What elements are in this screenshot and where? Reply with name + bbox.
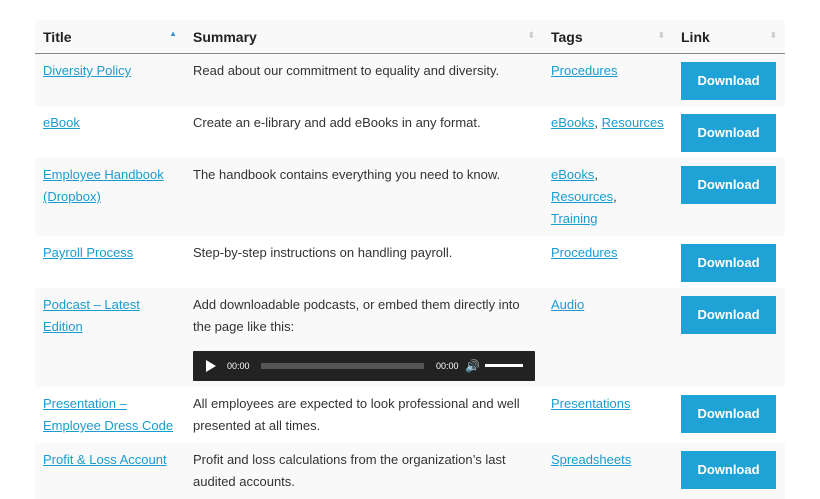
tag-link[interactable]: Resources [551,189,614,204]
tag-link[interactable]: eBooks [551,115,595,130]
volume-icon[interactable]: 🔊 [465,359,480,373]
document-title-link[interactable]: eBook [43,115,80,130]
tag-link[interactable]: Procedures [551,245,618,260]
tag-link[interactable]: Spreadsheets [551,452,632,467]
sort-asc-icon: ▲ [169,29,177,38]
current-time: 00:00 [227,361,250,371]
download-button[interactable]: Download [681,62,776,100]
table-row [35,236,785,288]
audio-player [193,351,535,381]
table-row [35,54,785,107]
tag-link[interactable]: Procedures [551,63,618,78]
download-button[interactable]: Download [681,395,776,433]
sort-icon: ⬍ [527,30,535,40]
document-title-link[interactable]: Diversity Policy [43,63,132,78]
download-button[interactable]: Download [681,296,776,334]
column-header-summary[interactable]: Summary ⬍ [185,20,543,54]
column-header-title[interactable]: Title ▲ [35,20,185,54]
table-row [35,443,785,499]
document-title-link[interactable]: Employee Handbook (Dropbox) [43,167,164,204]
sort-icon: ⬍ [769,30,777,40]
tag-link[interactable]: Training [551,211,598,226]
document-table-container [35,20,785,499]
document-table [35,20,785,499]
volume-slider[interactable] [485,364,523,367]
download-button[interactable]: Download [681,166,776,204]
tag-link[interactable]: Audio [551,297,585,312]
document-title-link[interactable]: Payroll Process [43,245,134,260]
document-title-link[interactable]: Podcast – Latest Edition [43,297,140,334]
sort-icon: ⬍ [657,30,665,40]
tag-link[interactable]: Resources [601,115,664,130]
tag-link[interactable]: Presentations [551,396,631,411]
document-summary: Step-by-step instructions on handling payroll. [185,236,543,288]
document-summary: Add downloadable podcasts, or embed them directly into the page like this: [193,297,520,334]
document-summary: Create an e-library and add eBooks in any format. [185,106,543,158]
document-summary: Profit and loss calculations from the organization’s last audited accounts. [185,443,543,499]
table-row [35,288,785,387]
document-summary: All employees are expected to look professional and well presented at all times. [185,387,543,443]
document-title-link[interactable]: Presentation – Employee Dress Code [43,396,174,433]
column-header-tags[interactable]: Tags ⬍ [543,20,673,54]
download-button[interactable]: Download [681,244,776,282]
table-row: Employee Handbook (Dropbox) The handbook contains everything you need to know. eBooks, Resources, Training Download [35,158,785,236]
document-summary: Read about our commitment to equality and diversity. [185,54,543,107]
download-button[interactable]: Download [681,451,776,489]
download-button[interactable]: Download [681,114,776,152]
column-header-link[interactable]: Link ⬍ [673,20,785,54]
play-icon[interactable] [206,360,216,372]
table-row [35,387,785,443]
document-title-link[interactable]: Profit & Loss Account [43,452,167,467]
document-summary: The handbook contains everything you need to know. [185,158,543,236]
progress-rail[interactable] [261,363,424,369]
table-header-row [35,20,785,54]
table-row: eBook Create an e-library and add eBooks in any format. eBooks, Resources Download [35,106,785,158]
duration-time: 00:00 [436,361,459,371]
tag-link[interactable]: eBooks [551,167,595,182]
